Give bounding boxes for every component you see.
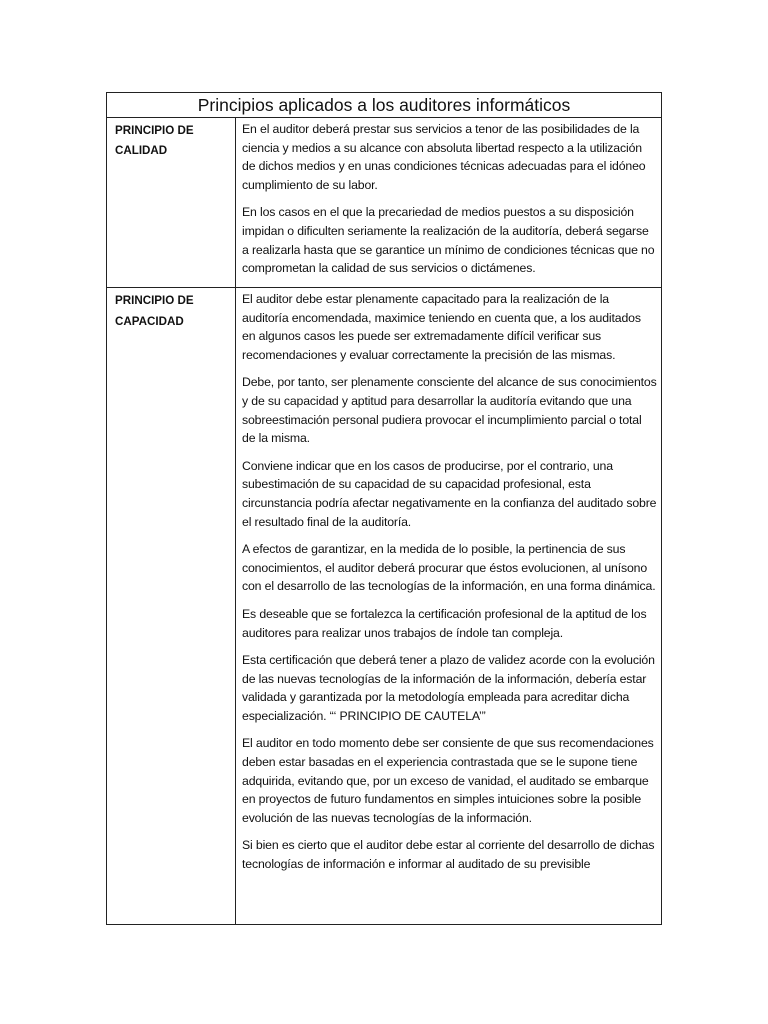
principles-table [106, 92, 662, 925]
paragraph: El auditor en todo momento debe ser consiente de que sus recomendaciones deben estar basadas en el experiencia contrastada que se le supone tiene adquirida, evitando que, por un exceso de vanidad, el auditado se embarque en proyectos de futuro fundamentos en simples intuiciones sobre la posible evolución de las nuevas tecnologías de la información. [242, 736, 654, 825]
paragraph: Debe, por tanto, ser plenamente consciente del alcance de sus conocimientos y de su capacidad y aptitud para desarrollar la auditoría evitando que una sobreestimación personal pudiera provocar el incumplimiento parcial o total de la misma. [242, 375, 657, 446]
paragraph: En el auditor deberá prestar sus servicios a tenor de las posibilidades de la ciencia y medios a su alcance con absoluta libertad respecto a la utilización de dichos medios y en unas condiciones técnicas adecuadas para el idóneo cumplimiento de su labor. [242, 122, 646, 192]
row-label-calidad: PRINCIPIO DE CALIDAD [107, 118, 236, 287]
table-row-calidad [107, 118, 661, 288]
paragraph: El auditor debe estar plenamente capacitado para la realización de la auditoría encomendada, maximice teniendo en cuenta que, a los auditados en algunos casos les puede ser extremadamente difícil verificar sus recomendaciones y evaluar correctamente la precisión de las mismas. [242, 292, 641, 362]
paragraph: Es deseable que se fortalezca la certificación profesional de la aptitud de los auditores para realizar unos trabajos de índole tan compleja. [242, 606, 647, 640]
table-row-capacidad [107, 288, 661, 924]
paragraph: En los casos en el que la precariedad de medios puestos a su disposición impidan o dificulten seriamente la realización de la auditoría, deberá segarse a realizarla hasta que se garantice un mínimo de condiciones técnicas que no comprometan la calidad de sus servicios o dictámenes. [242, 205, 655, 276]
paragraph: Conviene indicar que en los casos de producirse, por el contrario, una subestimación de su capacidad de su capacidad profesional, esta circunstancia podría afectar negativamente en la confianza del auditado sobre el resultado final de la auditoría. [242, 458, 657, 529]
paragraph: A efectos de garantizar, en la medida de lo posible, la pertinencia de sus conocimientos, el auditor deberá procurar que éstos evolucionen, al unísono con el desarrollo de las tecnologías de la información, en una forma dinámica. [242, 542, 656, 594]
row-label-capacidad: PRINCIPIO DE CAPACIDAD [107, 288, 236, 924]
paragraph: Esta certificación que deberá tener a plazo de validez acorde con la evolución de las nuevas tecnologías de la información de la información, debería estar validada y garantizada por la metodología empleada para acreditar dicha especialización. “‘ PRINCIPIO DE CAUTELA’” [242, 653, 655, 723]
table-title: Principios aplicados a los auditores informáticos [107, 93, 661, 118]
row-content-capacidad [236, 288, 661, 924]
row-content-calidad [236, 118, 661, 287]
paragraph: Si bien es cierto que el auditor debe estar al corriente del desarrollo de dichas tecnologías de información e informar al auditado de su previsible [242, 838, 655, 872]
